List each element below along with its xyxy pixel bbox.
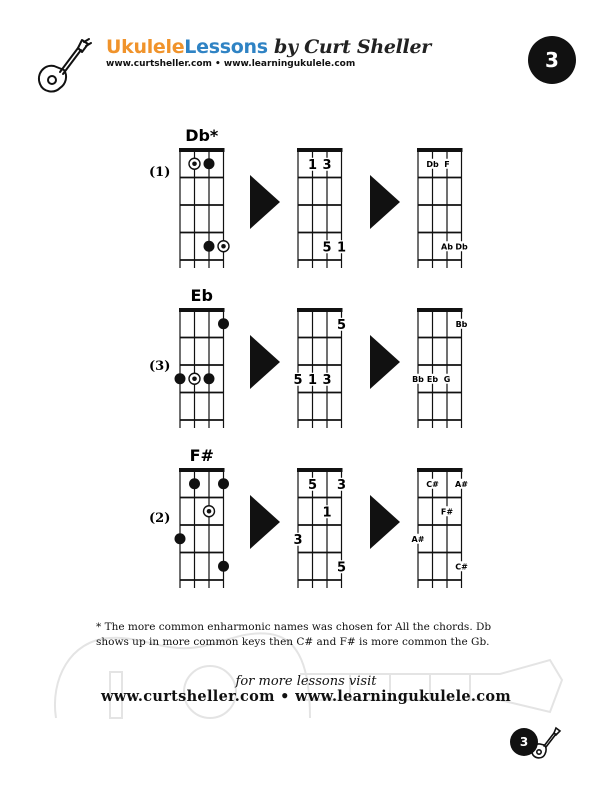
dot-diagram: [179, 468, 225, 588]
finger-diagram: [297, 308, 343, 428]
note-name: A#: [411, 534, 425, 544]
note-name: G: [443, 374, 451, 384]
footer-page-number-badge: 3: [510, 728, 538, 756]
ukulele-small-icon: [530, 726, 562, 760]
note-name: Bb: [412, 374, 424, 384]
chord-name: F#: [189, 446, 214, 465]
fret-number: 5: [336, 317, 347, 333]
fret-number: 5: [336, 560, 347, 576]
note-name: C#: [426, 479, 439, 489]
chord-name: Eb: [190, 286, 213, 305]
fret-number: 3: [293, 532, 303, 548]
finger-dot: [218, 478, 229, 489]
footnote: * The more common enharmonic names was chosen for All the chords. Db shows up in more common keys then C# and F# is more common the Gb.: [96, 621, 492, 648]
finger-dot: [218, 318, 229, 329]
root-dot-center: [221, 244, 226, 249]
note-name: Ab: [441, 242, 453, 252]
fret-number: 3: [336, 477, 347, 493]
finger-dot: [175, 533, 186, 544]
root-dot-center: [207, 509, 212, 514]
note-name: Eb: [426, 374, 439, 384]
fret-number: 1: [307, 372, 318, 388]
row-label: (1): [149, 165, 171, 180]
arrow-icon: [250, 495, 280, 549]
note-name: F: [444, 159, 450, 169]
chord-row: [149, 286, 470, 428]
fret-number: 3: [322, 157, 332, 173]
finger-dot: [189, 478, 200, 489]
header-urls: www.curtsheller.com • www.learningukulele.com: [106, 59, 356, 69]
finger-dot: [218, 561, 229, 572]
fret-number: 5: [322, 240, 332, 256]
finger-dot: [204, 241, 215, 252]
chord-row: [149, 126, 470, 268]
note-name: Db: [426, 159, 439, 169]
fret-number: 1: [336, 240, 347, 256]
brand-ukulele: Ukulele: [106, 36, 185, 58]
note-name: Bb: [455, 319, 468, 329]
arrow-icon: [250, 335, 280, 389]
root-dot-center: [192, 161, 197, 166]
brand-lessons: Lessons: [184, 36, 268, 58]
fret-number: 5: [307, 477, 318, 493]
chord-row: [149, 446, 470, 588]
finger-dot: [175, 373, 186, 384]
dot-diagram: [179, 148, 225, 268]
dot-diagram: [179, 308, 225, 428]
root-dot-center: [192, 376, 197, 381]
row-label: (2): [149, 511, 171, 526]
finger-dot: [204, 158, 215, 169]
arrow-icon: [250, 175, 280, 229]
note-name: F#: [440, 507, 454, 517]
fret-number: 5: [293, 372, 303, 388]
fret-number: 3: [322, 372, 332, 388]
chord-name: Db*: [185, 126, 219, 145]
note-name: A#: [455, 479, 468, 489]
note-name: C#: [455, 562, 468, 572]
finger-dot: [204, 373, 215, 384]
finger-diagram: [297, 148, 343, 268]
fret-number: 1: [307, 157, 318, 173]
row-label: (3): [149, 359, 171, 374]
arrow-icon: [370, 495, 400, 549]
fret-number: 1: [322, 505, 332, 521]
note-name: Db: [455, 242, 468, 252]
arrow-icon: [370, 335, 400, 389]
footer-urls: www.curtsheller.com • www.learningukulele.com: [100, 688, 511, 705]
footer-visit-text: for more lessons visit: [235, 674, 377, 689]
arrow-icon: [370, 175, 400, 229]
brand-author: by Curt Sheller: [274, 36, 431, 58]
page-number-badge: 3: [528, 36, 576, 84]
finger-diagram: [297, 468, 343, 588]
